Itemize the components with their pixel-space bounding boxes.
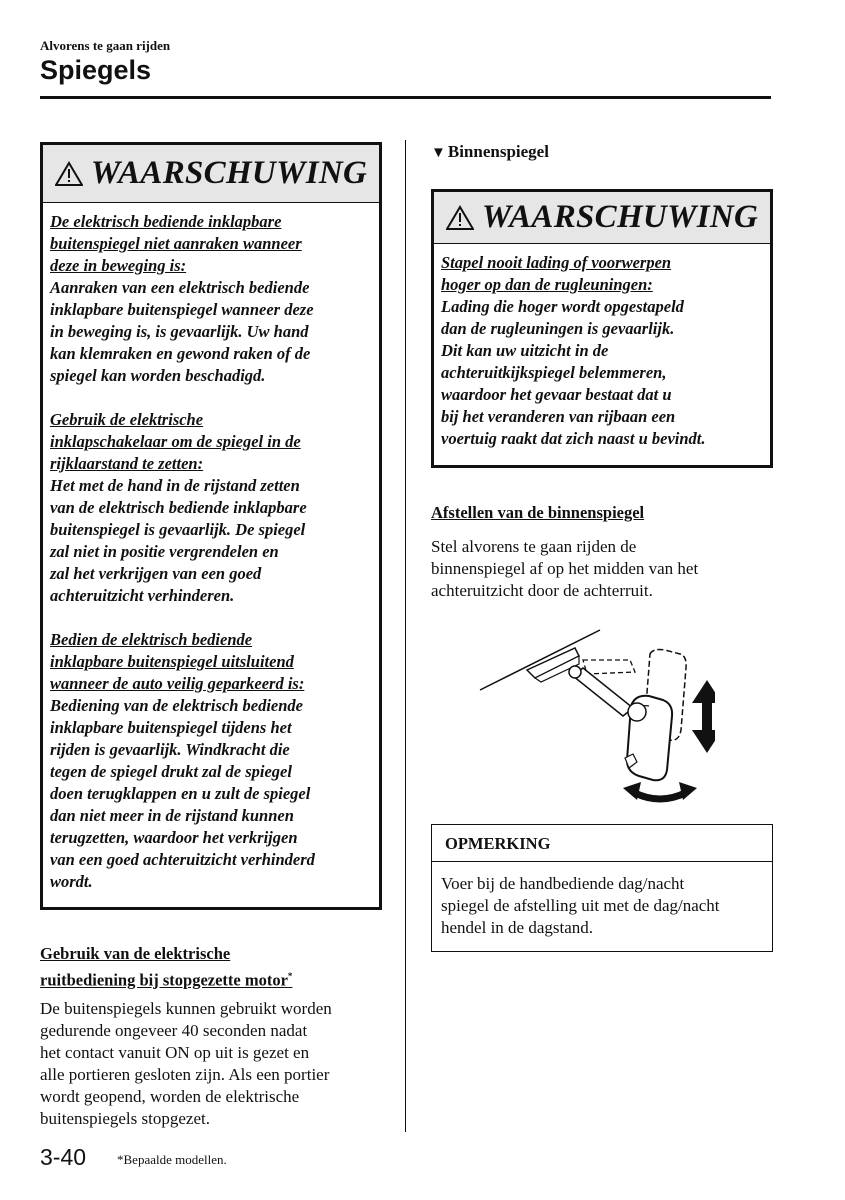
warning-text-line: tegen de spiegel drukt zal de spiegel bbox=[50, 762, 292, 781]
warning-text-line: van een goed achteruitzicht verhinderd bbox=[50, 850, 315, 869]
warning-box-mirror-folding bbox=[40, 142, 382, 910]
body-line: Stel alvorens te gaan rijden de bbox=[431, 537, 637, 556]
page-title: Spiegels bbox=[40, 55, 152, 85]
section-label: Alvorens te gaan rijden bbox=[40, 38, 171, 53]
warning-triangle-icon bbox=[55, 161, 83, 187]
warning-text-line: spiegel kan worden beschadigd. bbox=[50, 366, 266, 385]
triangle-marker-icon: ▼ bbox=[431, 145, 446, 161]
warning-header bbox=[43, 145, 379, 203]
body-line: het contact vanuit ON op uit is gezet en bbox=[40, 1043, 310, 1062]
adjust-heading: Afstellen van de binnenspiegel bbox=[431, 503, 645, 522]
warning-heading-line: inklapbare buitenspiegel uitsluitend bbox=[50, 652, 294, 671]
warning-heading-line: wanneer de auto veilig geparkeerd is: bbox=[50, 674, 305, 693]
note-line: Voer bij de handbediende dag/nacht bbox=[441, 874, 685, 893]
column-divider bbox=[405, 140, 406, 1132]
page-number: 3-40 bbox=[40, 1144, 87, 1170]
note-body bbox=[432, 862, 772, 939]
warning-heading-line: deze in beweging is: bbox=[50, 256, 187, 275]
warning-text-line: achteruitzicht verhinderen. bbox=[50, 586, 235, 605]
warning-body bbox=[43, 203, 379, 893]
warning-paragraph bbox=[441, 252, 770, 450]
subsection-heading-line: Gebruik van de elektrische bbox=[40, 944, 231, 963]
warning-heading-line: Bedien de elektrisch bediende bbox=[50, 630, 253, 649]
warning-text-line: terugzetten, waardoor het verkrijgen bbox=[50, 828, 298, 847]
section-heading-text: Binnenspiegel bbox=[447, 142, 549, 161]
note-title: OPMERKING bbox=[432, 825, 772, 862]
footnote: *Bepaalde modellen. bbox=[117, 1152, 227, 1167]
warning-text-line: waardoor het gevaar bestaat dat u bbox=[441, 385, 672, 404]
warning-heading-line: inklapschakelaar om de spiegel in de bbox=[50, 432, 301, 451]
warning-body bbox=[434, 244, 770, 450]
warning-header bbox=[434, 192, 770, 244]
adjust-body bbox=[431, 536, 698, 602]
warning-triangle-icon bbox=[446, 205, 474, 231]
subsection-heading-line: ruitbediening bij stopgezette motor bbox=[40, 970, 288, 990]
warning-text-line: Bediening van de elektrisch bediende bbox=[50, 696, 303, 715]
warning-text-line: rijden is gevaarlijk. Windkracht die bbox=[50, 740, 290, 759]
warning-text-line: dan de rugleuningen is gevaarlijk. bbox=[441, 319, 675, 338]
warning-paragraph bbox=[50, 211, 379, 387]
warning-text-line: bij het veranderen van rijbaan een bbox=[441, 407, 676, 426]
warning-heading-line: rijklaarstand te zetten: bbox=[50, 454, 204, 473]
subsection-body bbox=[40, 998, 332, 1130]
warning-text-line: doen terugklappen en u zult de spiegel bbox=[50, 784, 311, 803]
footnote-marker: * bbox=[287, 971, 293, 981]
warning-text-line: Lading die hoger wordt opgestapeld bbox=[441, 297, 684, 316]
mirror-adjustment-illustration bbox=[475, 620, 715, 810]
warning-text-line: dan niet meer in de rijstand kunnen bbox=[50, 806, 294, 825]
note-box bbox=[431, 824, 773, 952]
warning-text-line: zal niet in positie vergrendelen en bbox=[50, 542, 279, 561]
warning-heading-line: buitenspiegel niet aanraken wanneer bbox=[50, 234, 302, 253]
body-line: De buitenspiegels kunnen gebruikt worden bbox=[40, 999, 332, 1018]
warning-text-line: Aanraken van een elektrisch bediende bbox=[50, 278, 310, 297]
warning-paragraph bbox=[50, 409, 379, 607]
body-line: achteruitzicht door de achterruit. bbox=[431, 581, 653, 600]
warning-text-line: wordt. bbox=[50, 872, 93, 891]
warning-text-line: kan klemraken en gewond raken of de bbox=[50, 344, 311, 363]
warning-heading-line: Stapel nooit lading of voorwerpen bbox=[441, 253, 672, 272]
warning-title: WAARSCHUWING bbox=[90, 155, 368, 191]
body-line: alle portieren gesloten zijn. Als een portier bbox=[40, 1065, 330, 1084]
warning-text-line: inklapbare buitenspiegel tijdens het bbox=[50, 718, 292, 737]
warning-box-cargo bbox=[431, 189, 773, 468]
warning-text-line: Dit kan uw uitzicht in de bbox=[441, 341, 609, 360]
warning-title: WAARSCHUWING bbox=[481, 199, 759, 235]
header-divider bbox=[40, 96, 771, 99]
warning-heading-line: Gebruik de elektrische bbox=[50, 410, 204, 429]
body-line: gedurende ongeveer 40 seconden nadat bbox=[40, 1021, 308, 1040]
note-line: spiegel de afstelling uit met de dag/nacht bbox=[441, 896, 720, 915]
warning-heading-line: De elektrisch bediende inklapbare bbox=[50, 212, 282, 231]
subsection-heading bbox=[40, 943, 292, 992]
warning-text-line: inklapbare buitenspiegel wanneer deze bbox=[50, 300, 314, 319]
body-line: buitenspiegels stopgezet. bbox=[40, 1109, 210, 1128]
body-line: wordt geopend, worden de elektrische bbox=[40, 1087, 300, 1106]
warning-paragraph bbox=[50, 629, 379, 893]
warning-text-line: buitenspiegel is gevaarlijk. De spiegel bbox=[50, 520, 306, 539]
warning-text-line: voertuig raakt dat zich naast u bevindt. bbox=[441, 429, 706, 448]
warning-text-line: van de elektrisch bediende inklapbare bbox=[50, 498, 307, 517]
warning-text-line: Het met de hand in de rijstand zetten bbox=[50, 476, 300, 495]
body-line: binnenspiegel af op het midden van het bbox=[431, 559, 699, 578]
warning-text-line: zal het verkrijgen van een goed bbox=[50, 564, 262, 583]
warning-text-line: achteruitkijkspiegel belemmeren, bbox=[441, 363, 667, 382]
note-line: hendel in de dagstand. bbox=[441, 918, 594, 937]
warning-heading-line: hoger op dan de rugleuningen: bbox=[441, 275, 653, 294]
warning-text-line: in beweging is, is gevaarlijk. Uw hand bbox=[50, 322, 309, 341]
section-heading-binnenspiegel bbox=[431, 142, 549, 162]
